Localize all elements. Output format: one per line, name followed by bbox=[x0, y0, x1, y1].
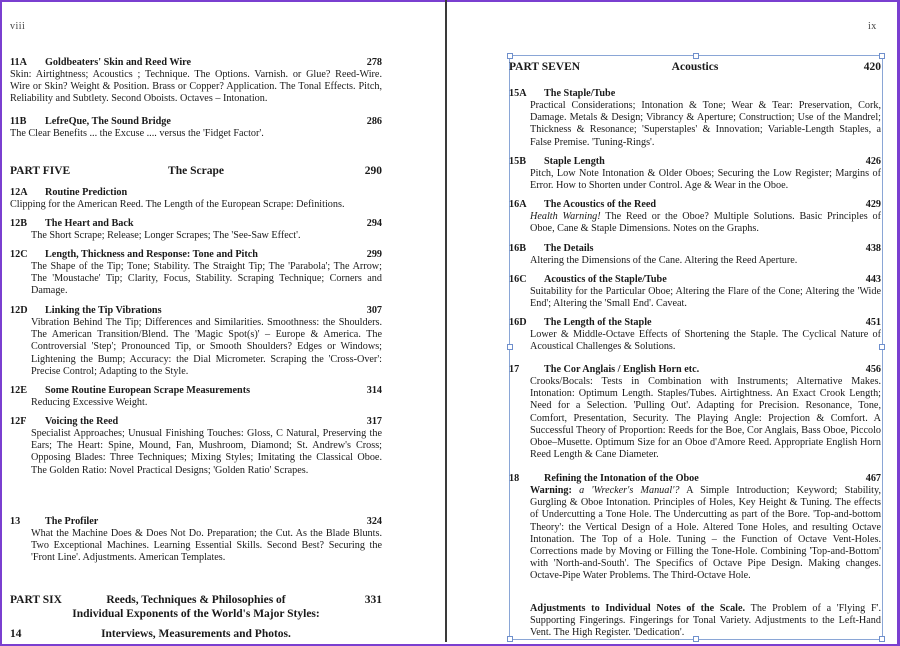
resize-handle-top-left[interactable] bbox=[507, 53, 513, 59]
entry-title: The Acoustics of the Reed bbox=[544, 199, 657, 210]
entry-body: Specialist Approaches; Unusual Finishing Touches: Gloss, C Natural, Preserving the Ears; The Heart: Spine, Mound, Fan, Mushroom, Diamond; St. Andrew's Cross; Opposing Blades: Three Techniques; Mixing Styles; Imitating the Classical Oboe. The Golden Ratio: Novel Practical Designs; 'Golden Ratio' Scrapes. bbox=[31, 428, 382, 476]
wreckers-manual: a 'Wrecker's Manual'? bbox=[571, 485, 680, 496]
part-title: Acoustics bbox=[671, 61, 719, 73]
toc-entry-15A[interactable] bbox=[509, 87, 881, 149]
entry-title: Interviews, Measurements and Photos. bbox=[101, 628, 291, 640]
toc-entry-16C[interactable] bbox=[509, 273, 881, 310]
part-title: The Scrape bbox=[168, 165, 224, 177]
entry-number: 11B bbox=[10, 116, 27, 127]
entry-heading bbox=[10, 415, 382, 428]
entry-title: The Staple/Tube bbox=[544, 88, 616, 99]
toc-final-paragraph[interactable] bbox=[509, 603, 881, 640]
health-warning: Health Warning! bbox=[530, 211, 601, 222]
toc-entry-11A[interactable] bbox=[10, 56, 382, 106]
entry-body: Suitability for the Particular Oboe; Altering the Flare of the Cone; Altering the 'Wide End'; Altering the 'Small End'. Caveat. bbox=[530, 286, 881, 310]
entry-title: The Details bbox=[544, 243, 594, 254]
entry-title: Routine Prediction bbox=[45, 187, 128, 198]
entry-body: The Clear Benefits ... the Excuse .... versus the 'Fidget Factor'. bbox=[10, 128, 264, 139]
entry-heading bbox=[509, 242, 881, 255]
entry-heading bbox=[10, 186, 382, 199]
entry-page: 294 bbox=[366, 218, 382, 229]
entry-number: 16B bbox=[509, 243, 526, 254]
adjustments-label: Adjustments to Individual Notes of the Scale. bbox=[530, 603, 746, 614]
entry-body: Crooks/Bocals: Tests in Combination with Instruments; Alternative Makes. Intonation: Optimum Length. Staples/Tubes. Airtightness. An Exact Crook Length; Need for a Selection. 'Pulling Out'. Adapting for Precision. Resonance, Tone, Comfort, Presentation, Security. The Playing Angle: Projection & Comfort. A Successful Theory of Proportion: Reeds for the Boe, Cor Anglais, Bass Oboe, Piccolo Oboe–Musette. Optimum Size for an Oboe d'Amore Reed. Appropriate English Horn Reed Length & Cane Diameter. bbox=[530, 376, 881, 461]
entry-number: 12B bbox=[10, 218, 27, 229]
entry-number: 12F bbox=[10, 416, 27, 427]
part-label: PART FIVE bbox=[10, 165, 71, 177]
part-title-line2: Individual Exponents of the World's Major Styles: bbox=[72, 608, 320, 620]
folio-left: viii bbox=[10, 21, 26, 32]
entry-title: Goldbeaters' Skin and Reed Wire bbox=[45, 57, 192, 68]
part-page: 420 bbox=[863, 61, 881, 73]
entry-title: The Length of the Staple bbox=[544, 317, 652, 328]
part-label: PART SEVEN bbox=[509, 61, 581, 73]
entry-body-text: A Simple Introduction; Keyword; Stability, Gurgling & Oboe Intonation. Principles of Holes, Key Height & Tuning. The effects of Undercutting a Tone Hole. The Undercutting as part of the Bore. 'Top-and-bottom Theory': the Vertical Design of a Hole. Altered Tone Holes, and resulting Octave Intonation. The Top of a Hole. Tuning – the Function of Octave Vent-Holes. Corrections made by Moving or Filling the Tone-Hole. Combining 'Top-and-Bottom' with 'North-and-South'. The Specifics of Octave Pipe Design. Making changes. Octave-Pipe Water Problems. The Third-Octave Hole. bbox=[530, 485, 881, 582]
entry-number: 16A bbox=[509, 199, 527, 210]
entry-number: 17 bbox=[509, 364, 520, 375]
toc-entry-12F[interactable] bbox=[10, 415, 382, 477]
toc-entry-12B[interactable] bbox=[10, 217, 382, 242]
entry-heading bbox=[509, 155, 881, 168]
entry-number: 18 bbox=[509, 473, 520, 484]
part-page: 331 bbox=[364, 594, 382, 606]
entry-title: The Cor Anglais / English Horn etc. bbox=[544, 364, 700, 375]
entry-heading bbox=[10, 248, 382, 261]
toc-entry-17[interactable] bbox=[509, 363, 881, 461]
entry-body: Altering the Dimensions of the Cane. Altering the Reed Aperture. bbox=[530, 255, 798, 266]
entry-title: Refining the Intonation of the Oboe bbox=[544, 473, 699, 484]
entry-title: Acoustics of the Staple/Tube bbox=[544, 274, 667, 285]
entry-body bbox=[509, 485, 881, 583]
entry-number: 16D bbox=[509, 317, 527, 328]
entry-body: The Short Scrape; Release; Longer Scrapes; The 'See-Saw Effect'. bbox=[31, 230, 301, 241]
toc-entry-12E[interactable] bbox=[10, 384, 382, 409]
entry-number: 14 bbox=[10, 628, 22, 640]
entry-page: 456 bbox=[865, 364, 881, 375]
entry-page: 286 bbox=[366, 116, 382, 127]
entry-body: Lower & Middle-Octave Effects of Shortening the Staple. The Cyclical Nature of Acoustical Challenges & Solutions. bbox=[530, 329, 881, 353]
entry-number: 15B bbox=[509, 156, 526, 167]
entry-number: 12D bbox=[10, 305, 28, 316]
entry-page: 438 bbox=[865, 243, 881, 254]
entry-page: 324 bbox=[366, 516, 382, 527]
entry-title: Linking the Tip Vibrations bbox=[45, 305, 162, 316]
entry-page: 429 bbox=[865, 199, 881, 210]
entry-page: 307 bbox=[366, 305, 382, 316]
entry-heading bbox=[509, 273, 881, 286]
entry-heading bbox=[10, 115, 382, 128]
part-six-heading[interactable] bbox=[10, 593, 382, 623]
entry-body: Clipping for the American Reed. The Length of the European Scrape: Definitions. bbox=[10, 199, 345, 210]
entry-heading bbox=[10, 56, 382, 69]
resize-handle-top-middle[interactable] bbox=[693, 53, 699, 59]
entry-number: 13 bbox=[10, 516, 21, 527]
entry-heading bbox=[10, 304, 382, 317]
entry-number: 12E bbox=[10, 385, 27, 396]
resize-handle-top-right[interactable] bbox=[879, 53, 885, 59]
folio-right: ix bbox=[868, 21, 877, 32]
entry-page: 467 bbox=[865, 473, 881, 484]
entry-body-text: The Problem of a 'Flying F'. Supporting Fingerings. Fingerings for Tonal Variety. Adjustments to the Left-Hand Vent. The High Register. 'Dedication'. bbox=[530, 603, 881, 639]
entry-number: 12A bbox=[10, 187, 28, 198]
toc-entry-16B[interactable] bbox=[509, 242, 881, 267]
entry-title: Staple Length bbox=[544, 156, 605, 167]
entry-page: 443 bbox=[865, 274, 881, 285]
entry-title: The Profiler bbox=[45, 516, 99, 527]
entry-heading bbox=[509, 198, 881, 211]
entry-title: Some Routine European Scrape Measurements bbox=[45, 385, 251, 396]
part-label: PART SIX bbox=[10, 594, 62, 606]
entry-page: 317 bbox=[366, 416, 382, 427]
entry-page: 426 bbox=[865, 156, 881, 167]
entry-page: 314 bbox=[366, 385, 382, 396]
entry-body: Reducing Excessive Weight. bbox=[31, 397, 148, 408]
entry-body: The Shape of the Tip; Tone; Stability. The Straight Tip; The 'Parabola'; The Arrow; The 'Moustache' Tip; Clarity, Focus, Stability. Scraping Technique; Corners and Damage. bbox=[31, 261, 382, 297]
entry-page: 299 bbox=[366, 249, 382, 260]
entry-body bbox=[509, 211, 881, 235]
entry-body-text: The Reed or the Oboe? Multiple Solutions. Basic Principles of Oboe, Cane & Staple Dimensions. Notes on the Graphs. bbox=[530, 211, 881, 235]
entry-body bbox=[509, 603, 881, 640]
entry-heading bbox=[10, 384, 382, 397]
entry-title: The Heart and Back bbox=[45, 218, 134, 229]
toc-entry-15B[interactable] bbox=[509, 155, 881, 192]
entry-page: 278 bbox=[366, 57, 382, 68]
entry-title: LefreQue, The Sound Bridge bbox=[45, 116, 171, 127]
entry-heading bbox=[509, 363, 881, 376]
toc-entry-16D[interactable] bbox=[509, 316, 881, 353]
toc-entry-12A[interactable] bbox=[10, 186, 382, 211]
entry-body: Vibration Behind The Tip; Differences and Similarities. Smoothness: the Shoulders. The American Transition/Blend. The 'Magic Spot(s)' – Europe & America. The Controversial 'Step'; Pronounced Tip, or Smooth Shoulders? Edges or Windows; Lightening the Bump; Accuracy: the Dial Micrometer. Scraping the 'Cross-Over': Precise Control; Adapting to the Style. bbox=[31, 317, 382, 377]
entry-number: 11A bbox=[10, 57, 27, 68]
entry-body: What the Machine Does & Does Not Do. Preparation; the Cut. As the Blade Blunts. Two Exceptional Machines. Learning Essential Skills. Second Best? Securing the 'Front Line'. Adjustments. American Templates. bbox=[31, 528, 382, 564]
entry-page: 451 bbox=[865, 317, 881, 328]
toc-entry-13[interactable] bbox=[10, 515, 382, 565]
page-gutter bbox=[445, 0, 447, 642]
toc-entry-11B[interactable] bbox=[10, 115, 382, 140]
entry-title: Voicing the Reed bbox=[45, 416, 119, 427]
entry-number: 15A bbox=[509, 88, 527, 99]
entry-heading bbox=[509, 472, 881, 485]
toc-entry-16A[interactable] bbox=[509, 198, 881, 235]
toc-entry-12C[interactable] bbox=[10, 248, 382, 298]
entry-heading bbox=[10, 515, 382, 528]
entry-body: Practical Considerations; Intonation & Tone; Wear & Tear: Preservation, Cork, Damage. Metals & Design; Vibrancy & Aperture; Construction; Use of the Mandrel; Thickness & Resonance; 'Superstaples' & Innovation; Variable-Length Staples, a False Premise. 'Tuning-Rings'. bbox=[530, 100, 881, 148]
warning-label: Warning: bbox=[530, 485, 572, 496]
toc-entry-18[interactable] bbox=[509, 472, 881, 583]
toc-entry-12D[interactable] bbox=[10, 304, 382, 378]
entry-title: Length, Thickness and Response: Tone and Pitch bbox=[45, 249, 258, 260]
entry-heading bbox=[509, 87, 881, 100]
entry-heading bbox=[10, 217, 382, 230]
part-page: 290 bbox=[364, 165, 382, 177]
part-title-line1: Reeds, Techniques & Philosophies of bbox=[106, 594, 286, 606]
entry-heading bbox=[509, 316, 881, 329]
entry-number: 16C bbox=[509, 274, 527, 285]
entry-body: Pitch, Low Note Intonation & Older Oboes; Securing the Low Register; Margins of Error. How to Shorten under Control. Age & Wear in the Oboe. bbox=[530, 168, 881, 192]
entry-body: Skin: Airtightness; Acoustics ; Technique. The Options. Varnish. or Glue? Reed-Wire. Wire or Skin? Weight & Position. Brass or Copper? Application. The Tonal Effects. Pitch, Reliability and Subtlety. Second Oboists. Octaves – Intonation. bbox=[10, 69, 382, 105]
entry-number: 12C bbox=[10, 249, 28, 260]
